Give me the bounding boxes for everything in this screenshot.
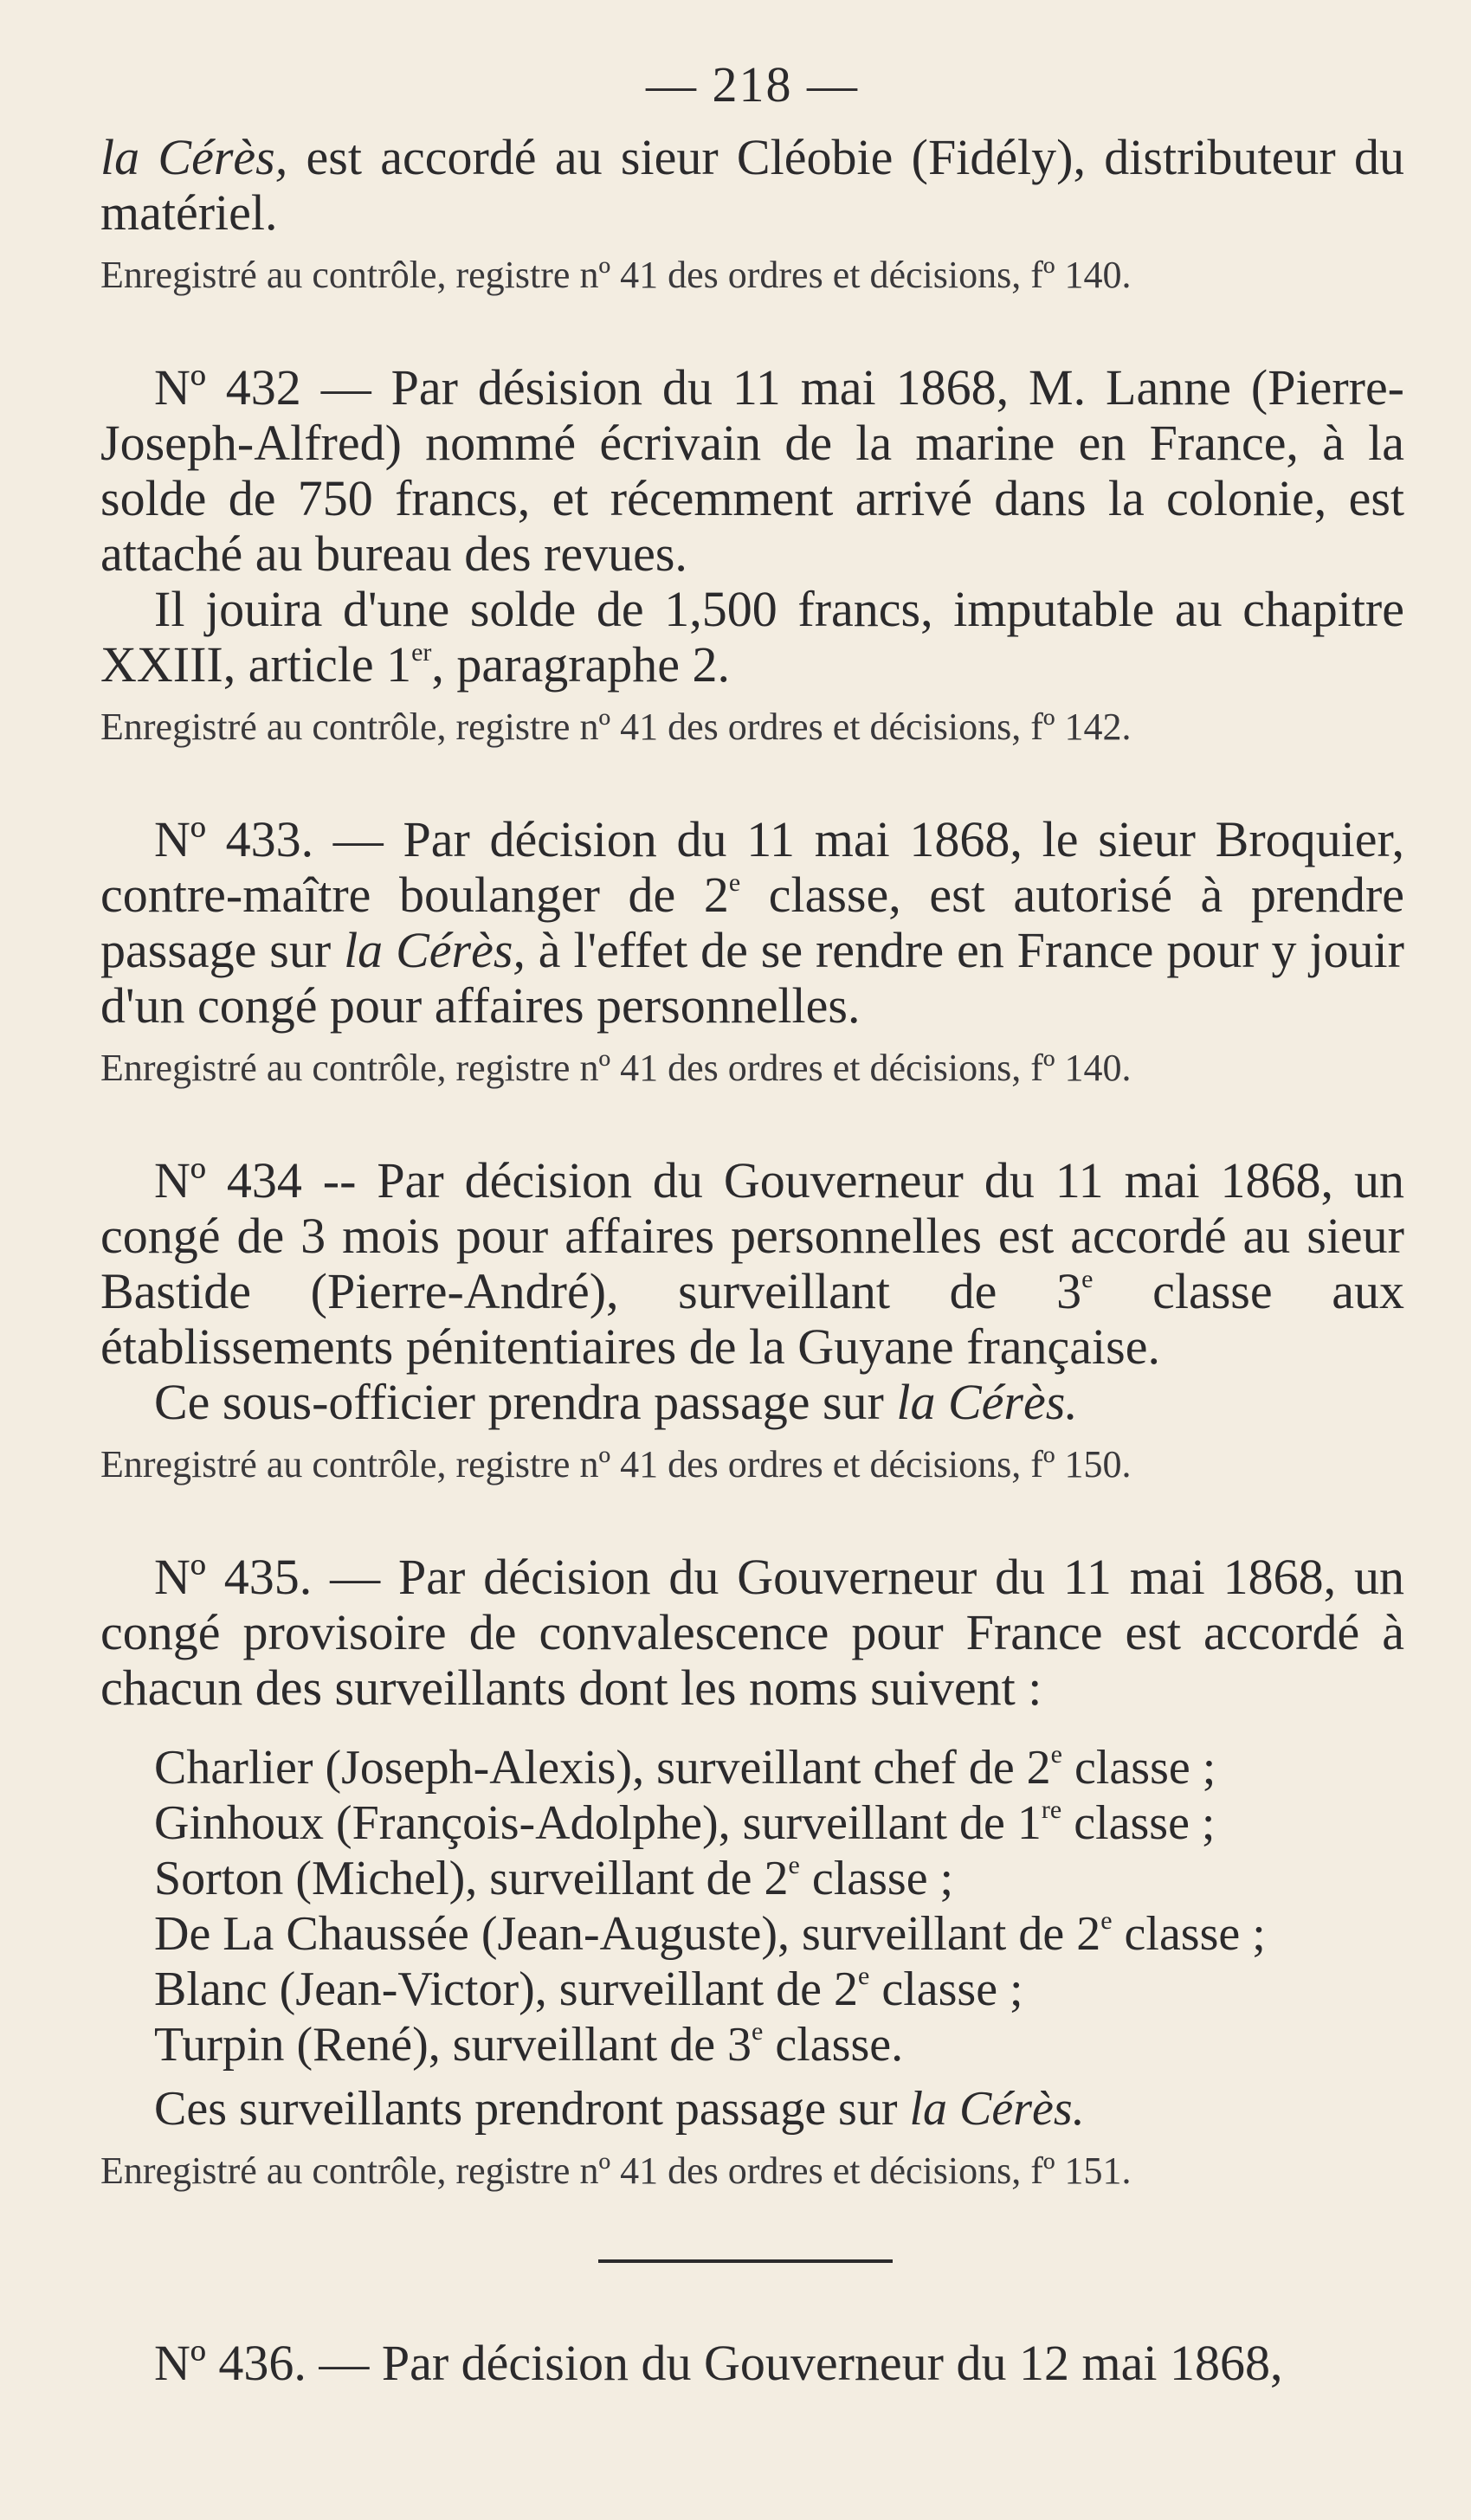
list-item: Blanc (Jean-Victor), surveillant de 2e classe ; <box>154 1962 1023 2016</box>
register-note: Enregistré au contrôle, registre nº 41 des ordres et décisions, fº 151. <box>100 2149 1132 2192</box>
entry-text: Nº 432 — Par désision du 11 mai 1868, M. Lanne (Pierre-Joseph-Alfred) nommé écrivain de la marine en France, à la solde de 750 francs, et récemment arrivé dans la colonie, est attaché au bureau des revues. <box>100 359 1404 582</box>
register-note: Enregistré au contrôle, registre nº 41 des ordres et décisions, fº 142. <box>100 706 1132 748</box>
entry-text-2: Ce sous-officier prendra passage sur la Cérès. <box>154 1374 1078 1430</box>
list-item: Ginhoux (François-Adolphe), surveillant de 1re classe ; <box>154 1795 1216 1850</box>
entry-435 <box>100 1550 1404 2195</box>
entry-text-2: Il jouira d'une solde de 1,500 francs, imputable au chapitre XXIII, article 1er, paragraphe 2. <box>100 581 1404 693</box>
entry-text: Nº 433. — Par décision du 11 mai 1868, le sieur Broquier, contre-maître boulanger de 2e classe, est autorisé à prendre passage sur la Cérès, à l'effet de se rendre en France pour y jouir d'un congé pour affaires personnelles. <box>100 811 1405 1034</box>
list-item: Sorton (Michel), surveillant de 2e classe ; <box>154 1851 954 1905</box>
register-note: Enregistré au contrôle, registre nº 41 des ordres et décisions, fº 140. <box>100 254 1132 296</box>
ship-name: la Cérès. <box>909 2082 1085 2136</box>
register-note: Enregistré au contrôle, registre nº 41 des ordres et décisions, fº 150. <box>100 1443 1132 1486</box>
page-number: — 218 — <box>646 56 859 113</box>
entry-434 <box>100 1153 1404 1489</box>
entry-closing: Ces surveillants prendront passage sur la Cérès. <box>154 2082 1085 2136</box>
document-page <box>100 52 1404 2391</box>
ship-name: la Cérès, <box>344 922 526 978</box>
list-item: Turpin (René), surveillant de 3e classe. <box>154 2017 904 2072</box>
surveillant-list <box>100 1740 1404 2072</box>
entry-text: Nº 436. — Par décision du Gouverneur du 12 mai 1868, <box>154 2335 1283 2391</box>
ship-name: la Cérès, <box>100 129 288 185</box>
list-item: Charlier (Joseph-Alexis), surveillant chef de 2e classe ; <box>154 1740 1216 1795</box>
entry-432 <box>100 360 1404 751</box>
entry-433 <box>100 812 1404 1092</box>
entry-continuation <box>100 130 1404 300</box>
entry-text: Nº 434 -- Par décision du Gouverneur du 11 mai 1868, un congé de 3 mois pour affaires personnelles est accordé au sieur Bastide (Pierre-André), surveillant de 3e classe aux établissements pénitentiaires de la Guyane française. <box>100 1152 1405 1375</box>
ship-name: la Cérès. <box>896 1374 1078 1430</box>
entry-text: la Cérès, est accordé au sieur Cléobie (Fidély), distributeur du matériel. <box>100 129 1404 241</box>
section-divider <box>598 2259 893 2263</box>
entry-text: Nº 435. — Par décision du Gouverneur du 11 mai 1868, un congé provisoire de convalescence pour France est accordé à chacun des surveillants dont les noms suivent : <box>100 1549 1404 1716</box>
list-item: De La Chaussée (Jean-Auguste), surveillant de 2e classe ; <box>154 1906 1266 1961</box>
register-note: Enregistré au contrôle, registre nº 41 des ordres et décisions, fº 140. <box>100 1047 1132 1089</box>
entry-436 <box>100 2336 1404 2391</box>
